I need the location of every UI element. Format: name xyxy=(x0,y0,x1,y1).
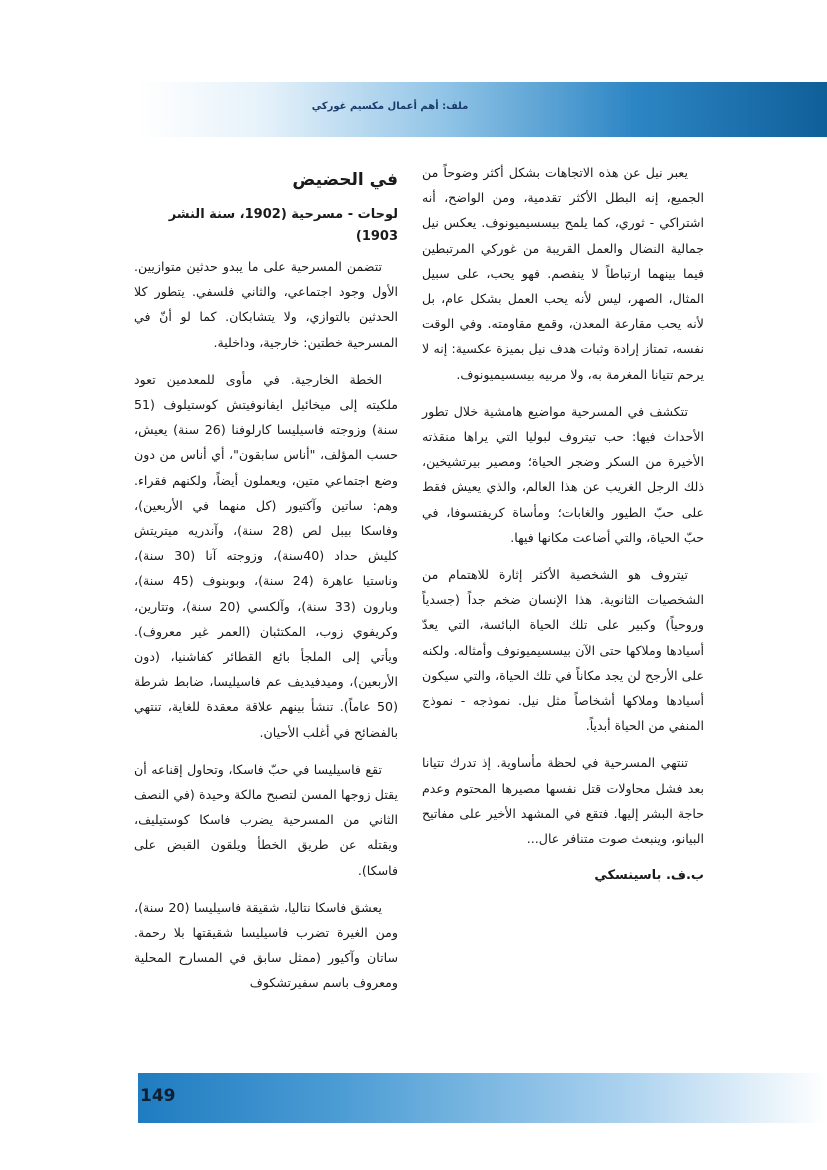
body-paragraph: تيتروف هو الشخصية الأكثر إثارة للاهتمام من الشخصيات الثانوية. هذا الإنسان ضخم جداً (جسدياً وروحياً) وكبير على تلك الحياة البائسة، التي يعدّ أسيادها وملاكها حتى الآن بيسسيميونوف وأمثاله. ولكنه على الأرجح لن يجد مكاناً في تلك الحياة، والتي سيكون أسيادها وملاكها أشخاصاً مثل نيل. نموذجه - نموذج المنفي من الحياة أبدياً. xyxy=(422,567,704,734)
body-paragraph: تنتهي المسرحية في لحظة مأساوية. إذ تدرك تتيانا بعد فشل محاولات قتل نفسها مصيرها المحتوم وعدم حاجة البشر إليها. فتقع في المشهد الأخير على مفاتيح البيانو، وينبعث صوت متنافر عال... xyxy=(422,755,704,847)
left-column xyxy=(134,160,398,1008)
article-title: في الحضيض xyxy=(292,170,398,190)
footer-band xyxy=(138,1073,827,1123)
header-band xyxy=(138,82,827,137)
page-number: 149 xyxy=(140,1086,176,1106)
author-signature: ب.ف. باسينسكي xyxy=(594,868,704,884)
running-title: ملف: أهم أعمال مكسيم غوركي xyxy=(311,101,469,112)
body-paragraph: الخطة الخارجية. في مأوى للمعدمين تعود ملكيته إلى ميخائيل ايفانوفيتش كوستيلوف (51 سنة) وزوجته فاسيليسا كارلوفنا (26 سنة) يعيش، حسب المؤلف، "أناس سابقون"، أي أناس من دون وضع اجتماعي متين، ويعملون أيضاً، ولكنهم فقراء. وهم: ساتين وآكتيور (كل منهما في الأربعين)، وفاسكا بيبل لص (28 سنة)، وآندريه ميتريتش كليش حداد (40سنة)، وزوجته آنا (30 سنة)، وناستيا عاهرة (24 سنة)، وبوبنوف (45 سنة)، وبارون (33 سنة)، وآلكسي (20 سنة)، وتتارين، وكريفوي زوب، المكتئبان (العمر غير معروف). ويأتي إلى الملجأ بائع القطائر كفاشنيا، (دون الأربعين)، وميدفيديف عم فاسيليسا، ضابط شرطة (50 عاماً). تنشأ بينهم علاقة معقدة للغاية، تنتهي بالفضائح في أغلب الأحيان. xyxy=(134,371,399,740)
body-paragraph: يعبر نيل عن هذه الاتجاهات بشكل أكثر وضوحاً من الجميع، إنه البطل الأكثر تقدمية، ومن الواضح، أنه اشتراكي - ثوري، كما يلمح بيسسيميونوف. يعكس نيل جمالية النضال والعمل القريبة من غوركي المرتبطين فيما بينهما ارتباطاً لا ينفصم. فهو يحب، على سبيل المثال، الصهر، ليس لأنه يحب العمل بشكل عام، بل لأنه يحب مقارعة المعدن، وقمع مقاومته. وفي الوقت نفسه، تمتاز إرادة وثبات هدف نيل بميزة عكسية: إنه لا يرحم تتيانا المغرمة به، ولا مربيه بيسسيميونوف. xyxy=(422,165,704,382)
body-paragraph: تتكشف في المسرحية مواضيع هامشية خلال تطور الأحداث فيها: حب تيتروف لبوليا التي يراها منقذته الأخيرة من السكر وضجر الحياة؛ ومصير بيرتشيخين، ذلك الرجل الغريب عن هذا العالم، والذي يعيش فقط على حبّ الطيور والغابات؛ ومأساة كريفتسوفا، في حبّ الحياة، والتي أضاعت مكانها فيها. xyxy=(422,403,704,545)
body-paragraph: تقع فاسيليسا في حبّ فاسكا، وتحاول إقناعه أن يقتل زوجها المسن لتصبح مالكة وحيدة (في النصف الثاني من المسرحية يضرب فاسكا كوستيليف، ويقتله عن طريق الخطأ ويلقون القبض على فاسكا). xyxy=(134,761,398,878)
article-subtitle: لوحات - مسرحية (1902، سنة النشر 1903) xyxy=(168,207,398,244)
body-paragraph: يعشق فاسكا نتاليا، شقيقة فاسيليسا (20 سنة)، ومن الغيرة تضرب فاسيليسا شقيقتها بلا رحمة. ساتان وآكيور (ممثل سابق في المسارح المحلية ومعروف باسم سفيرتشكوف xyxy=(134,899,398,991)
body-paragraph: تتضمن المسرحية على ما يبدو حدثين متوازيين. الأول وجود اجتماعي، والثاني فلسفي. يتطور كلا الحدثين بالتوازي، ولا يتشابكان. كما لو أنّ في المسرحية خطتين: خارجية، وداخلية. xyxy=(134,259,398,350)
right-column xyxy=(422,160,704,888)
